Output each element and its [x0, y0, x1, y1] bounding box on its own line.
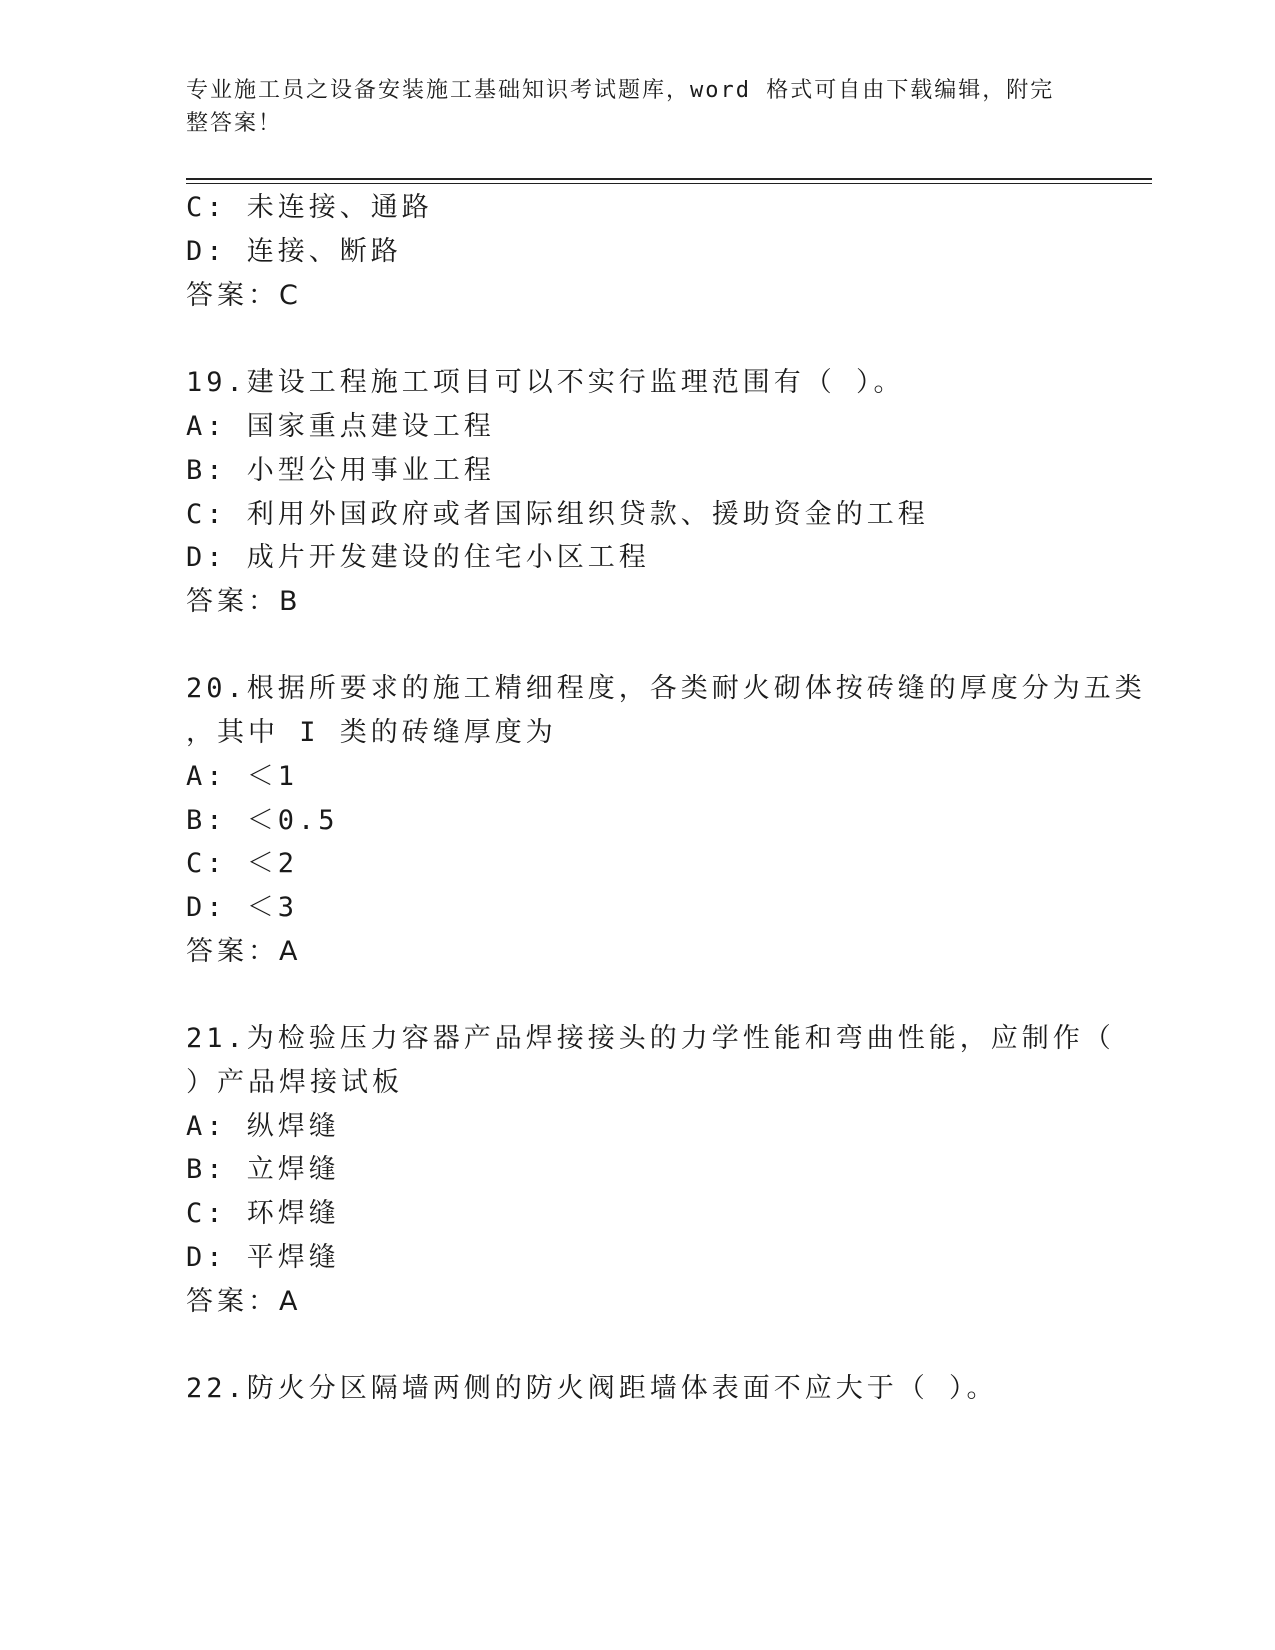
- q19-option-d: D: 成片开发建设的住宅小区工程: [186, 542, 650, 573]
- q20-stem-line-1: 20.根据所要求的施工精细程度，各类耐火砌体按砖缝的厚度分为五类: [186, 673, 1146, 704]
- q20-answer: 答案：A: [186, 936, 302, 967]
- q20-option-c: C: ＜2: [186, 848, 299, 879]
- q19-option-b: B: 小型公用事业工程: [186, 455, 495, 486]
- header-line-2: 整答案！: [186, 111, 283, 136]
- q21-option-a: A: 纵焊缝: [186, 1111, 340, 1142]
- q20-stem-line-2: ，其中 I 类的砖缝厚度为: [186, 717, 557, 748]
- q19-option-a: A: 国家重点建设工程: [186, 411, 495, 442]
- header-divider-thick: [186, 178, 1152, 180]
- q21-option-c: C: 环焊缝: [186, 1198, 340, 1229]
- document-header: [186, 74, 1066, 140]
- q21-option-b: B: 立焊缝: [186, 1154, 340, 1185]
- q19-answer: 答案：B: [186, 586, 302, 617]
- q18-option-d: D: 连接、断路: [186, 236, 402, 267]
- q18-option-c: C: 未连接、通路: [186, 192, 433, 223]
- q18-answer: 答案：C: [186, 280, 302, 311]
- q21-option-d: D: 平焊缝: [186, 1242, 340, 1273]
- q19-stem: 19.建设工程施工项目可以不实行监理范围有（ ）。: [186, 367, 905, 398]
- q20-option-b: B: ＜0.5: [186, 805, 339, 836]
- q21-stem-line-1: 21.为检验压力容器产品焊接接头的力学性能和弯曲性能，应制作（: [186, 1023, 1115, 1054]
- header-line-1: 专业施工员之设备安装施工基础知识考试题库，word 格式可自由下载编辑，附完: [186, 78, 1055, 103]
- q19-option-c: C: 利用外国政府或者国际组织贷款、援助资金的工程: [186, 499, 929, 530]
- q22-stem: 22.防火分区隔墙两侧的防火阀距墙体表面不应大于（ ）。: [186, 1373, 998, 1404]
- q20-option-d: D: ＜3: [186, 892, 299, 923]
- header-divider-thin: [186, 183, 1152, 184]
- q20-option-a: A: ＜1: [186, 761, 299, 792]
- q21-answer: 答案：A: [186, 1286, 302, 1317]
- q21-stem-line-2: ）产品焊接试板: [186, 1067, 403, 1098]
